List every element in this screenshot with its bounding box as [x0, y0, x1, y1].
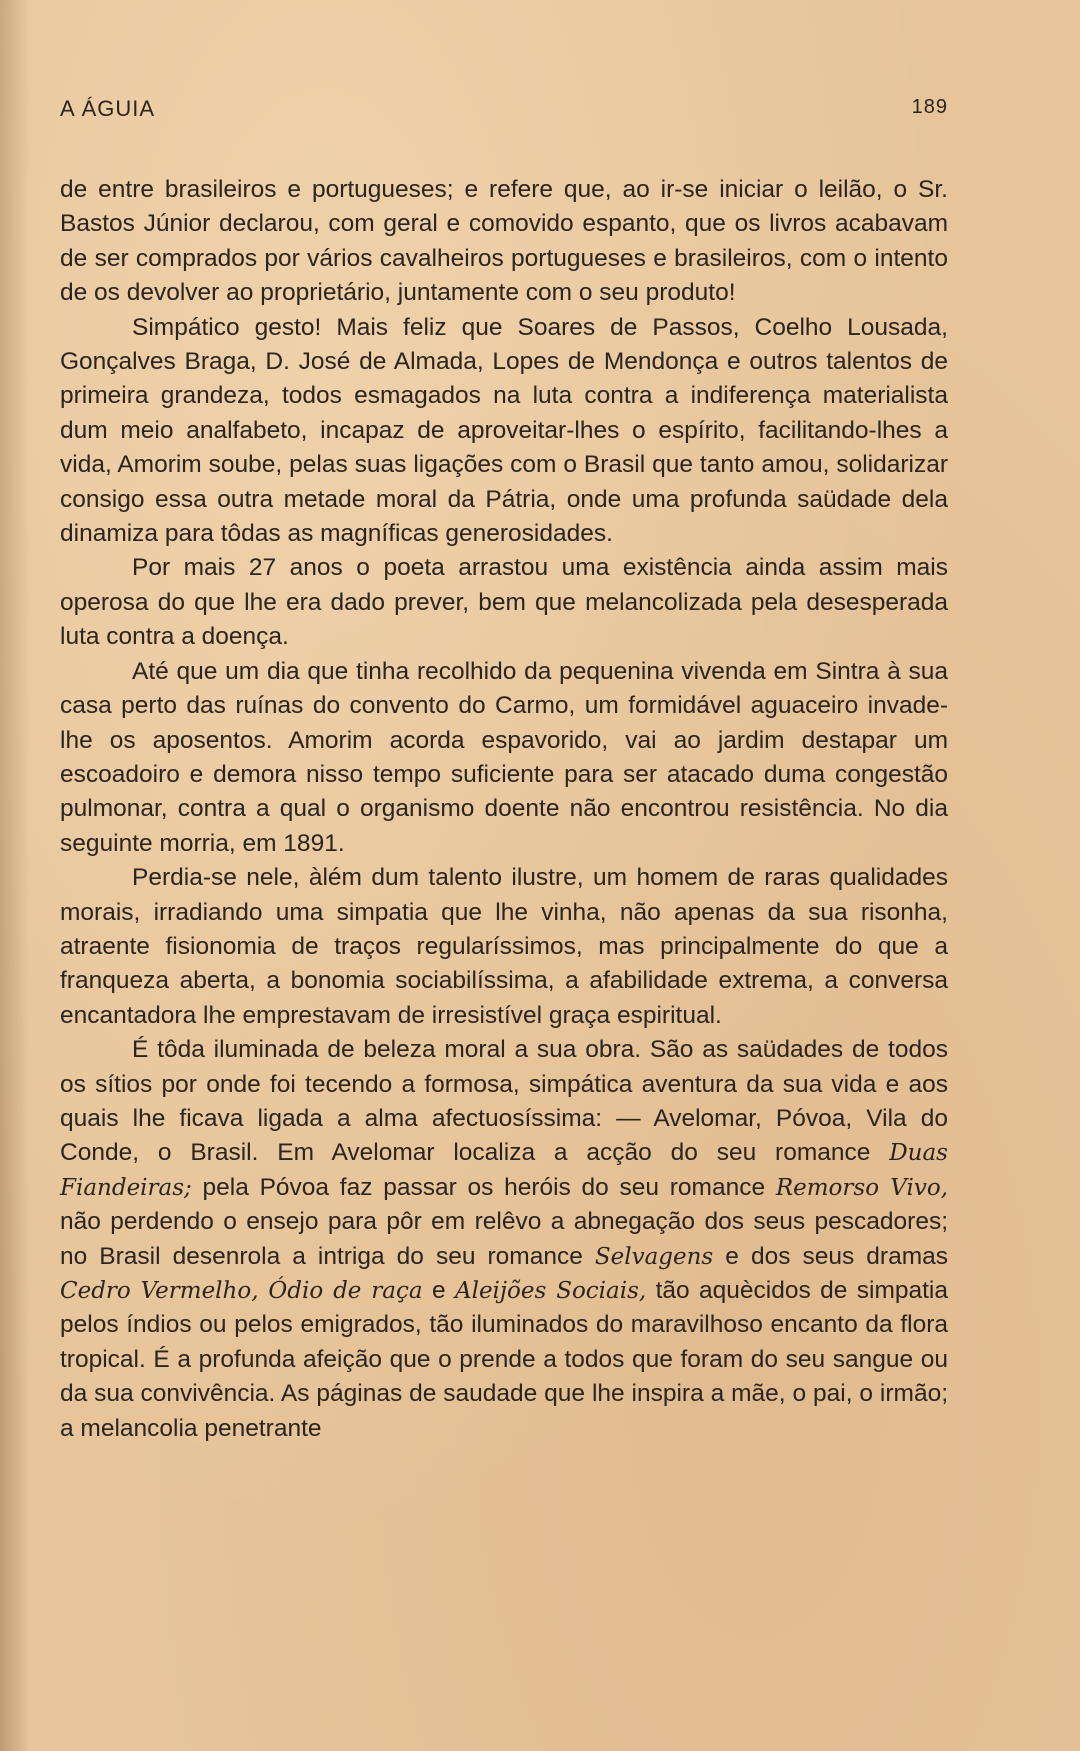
- paragraph-text: não perdendo o ensejo para pôr em relêvo a abnegação dos seus pescadores; no Brasil desenrola a intriga do seu romance: [60, 1208, 948, 1270]
- paragraph: [60, 1033, 948, 1446]
- paragraph: [60, 551, 948, 654]
- paragraph-text: Perdia-se nele, àlém dum talento ilustre, um homem de raras qualidades morais, irradiando uma simpatia que lhe vinha, não apenas da sua risonha, atraente fisionomia de traços regularíssimos, mas principalmente do que a franqueza aberta, a bonomia sociabilíssima, a afabilidade extrema, a conversa encantadora lhe emprestavam de irresistível graça espiritual.: [60, 864, 948, 1029]
- work-title: Cedro Vermelho, Ódio de raça: [60, 1278, 423, 1304]
- paragraph: [60, 861, 948, 1033]
- work-title: Aleijões Sociais,: [454, 1278, 647, 1304]
- paragraph-text: Por mais 27 anos o poeta arrastou uma existência ainda assim mais operosa do que lhe era dado prever, bem que melancolizada pela desesperada luta contra a doença.: [60, 554, 948, 651]
- work-title: Remorso Vivo,: [775, 1174, 948, 1201]
- paragraph-text: e: [422, 1277, 455, 1304]
- work-title: Duas Fiandeiras;: [60, 1140, 948, 1201]
- work-title: Selvagens: [594, 1243, 714, 1270]
- journal-title: A ÁGUIA: [60, 96, 156, 121]
- paragraph-text: e dos seus dramas: [713, 1242, 948, 1270]
- paragraph-text: pela Póvoa faz passar os heróis do seu romance: [191, 1173, 776, 1201]
- paragraph: [60, 173, 948, 311]
- paragraph-text: É tôda iluminada de beleza moral a sua obra. São as saüdades de todos os sítios por onde foi tecendo a formosa, simpática aventura da sua vida e aos quais lhe ficava ligada a alma afectuosíssima: — Avelomar, Póvoa, Vila do Conde, o Brasil. Em Avelomar localiza a acção do seu romance: [60, 1036, 948, 1167]
- paragraph: [60, 655, 948, 861]
- body-text: [60, 173, 948, 1446]
- paragraph-text: tão aquècidos de simpatia pelos índios ou pelos emigrados, tão iluminados do maravilhoso encanto da flora tropical. É a profunda afeição que o prende a todos que foram do seu sangue ou da sua convivência. As páginas de saudade que lhe inspira a mãe, o pai, o irmão; a melancolia penetrante: [60, 1277, 948, 1442]
- running-head: [60, 96, 948, 126]
- paragraph: [60, 311, 948, 552]
- paragraph-text: Até que um dia que tinha recolhido da pequenina vivenda em Sintra à sua casa perto das ruínas do convento do Carmo, um formidável aguaceiro invade-lhe os aposentos. Amorim acorda espavorido, vai ao jardim destapar um escoadoiro e demora nisso tempo suficiente para ser atacado duma congestão pulmonar, contra a qual o organismo doente não encontrou resistência. No dia seguinte morria, em 1891.: [60, 657, 948, 857]
- paragraph-text: Simpático gesto! Mais feliz que Soares de Passos, Coelho Lousada, Gonçalves Braga, D. José de Almada, Lopes de Mendonça e outros talentos de primeira grandeza, todos esmagados na luta contra a indiferença materialista dum meio analfabeto, incapaz de aproveitar-lhes o espírito, facilitando-lhes a vida, Amorim soube, pelas suas ligações com o Brasil que tanto amou, solidarizar consigo essa outra metade moral da Pátria, onde uma profunda saüdade dela dinamiza para tôdas as magníficas generosidades.: [60, 313, 948, 548]
- page-number: 189: [911, 96, 948, 118]
- paragraph-text: de entre brasileiros e portugueses; e refere que, ao ir-se iniciar o leilão, o Sr. Bastos Júnior declarou, com geral e comovido espanto, que os livros acabavam de ser comprados por vários cavalheiros portugueses e brasileiros, com o intento de os devolver ao proprietário, juntamente com o seu produto!: [60, 176, 948, 307]
